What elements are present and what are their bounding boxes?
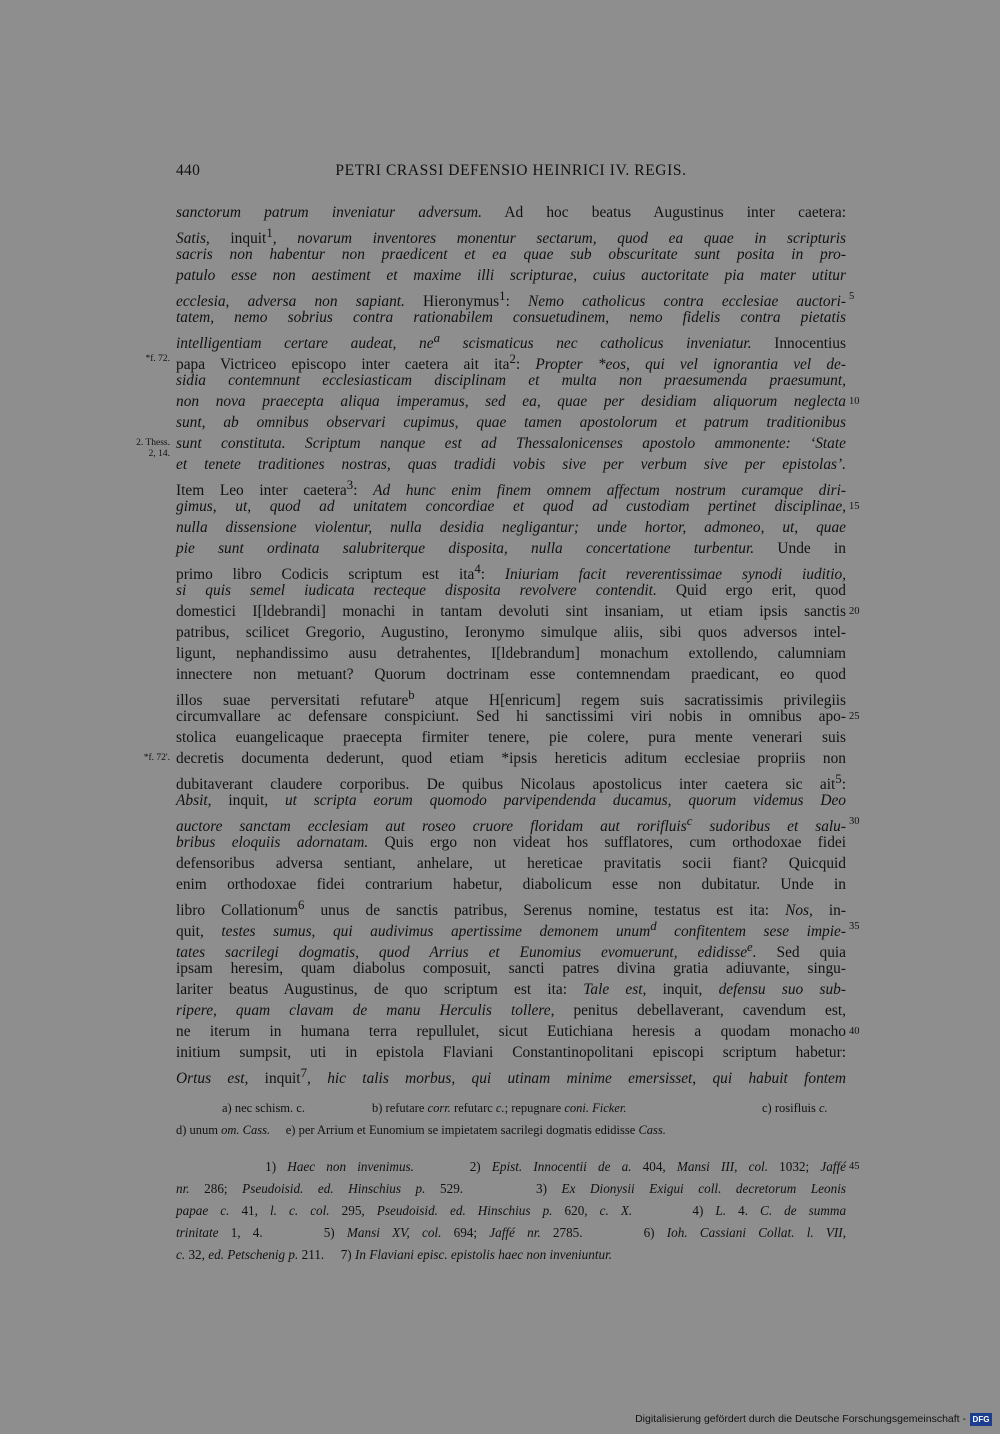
text-line: nulla dissensione violentur, nulla desidia negligantur; unde hortor, admoneo, ut, quae — [176, 519, 846, 536]
line-number: 45 — [849, 1161, 860, 1172]
text-line: patribus, scilicet Gregorio, Augustino, Ieronymo simulque aliis, sibi quos adversos intel- — [176, 624, 846, 641]
text-line: dubitaverant claudere corporibus. De quibus Nicolaus apostolicus inter caetera sic ait$^5$: — [176, 772, 846, 794]
text-line: innectere non metuant? Quorum doctrinam esse contemnendam praedicant, eo quod — [176, 666, 846, 683]
text-line: quit, testes sumus, qui audivimus apertissime demonem unum$^d$ confitentem sese impie- 35 — [176, 916, 846, 937]
text-line: intelligentiam certare audeat, $ne^a$ scismaticus nec catholicus inveniatur. Innocentius — [176, 331, 846, 353]
margin-reference: *f. 72'. — [143, 753, 170, 763]
text-line: pie sunt ordinata salubriterque disposita, nulla concertatione turbentur. Unde in — [176, 540, 846, 557]
line-number: 25 — [849, 711, 860, 722]
text-line: domestici I[ldebrandi] monachi in tantam devoluti sint insaniam, ut etiam ipsis sanctis 20 — [176, 603, 860, 620]
line-number: 15 — [849, 501, 860, 512]
line-number: 40 — [849, 1026, 860, 1037]
text-line: sunt, ab omnibus observari cupimus, quae tamen apostolorum et patrum traditionibus — [176, 414, 846, 431]
text-line: Satis, inquit$^1$, novarum inventores monentur sectarum, quod ea quae in scripturis — [176, 226, 846, 248]
text-line: bribus eloquiis adornatam. Quis ergo non videat hos sufflatores, cum orthodoxae fidei — [176, 834, 847, 851]
critical-apparatus — [176, 1097, 846, 1141]
text-line: tates sacrilegi dogmatis, quod Arrius et Eunomius evomuerunt, edidisse$^e$. Sed quia — [176, 940, 847, 962]
text-line: patulo esse non aestiment et maxime illi scripturae, cuius auctoritate pia mater utitur — [176, 267, 846, 284]
line-number: 30 — [849, 816, 860, 827]
running-title: PETRI CRASSI DEFENSIO HEINRICI IV. REGIS. — [335, 162, 687, 179]
text-line: gimus, ut, quod ad unitatem concordiae et quod ad custodiam pertinet disciplinae, 15 — [176, 498, 860, 515]
footer-bar — [0, 1400, 1000, 1434]
footnote-line: papae c. 41, l. c. col. 295, Pseudoisid. ed. Hinschius p. 620, c. X. 4) L. 4. C. de summa — [176, 1203, 847, 1218]
text-line: papa Victriceo episcopo inter caetera ait ita$^2$: Propter *eos, qui vel ignorantia vel de- *f. 72. — [176, 349, 846, 370]
footnotes — [176, 1156, 860, 1266]
text-line: primo libro Codicis scriptum est ita$^4$: Iniuriam facit reverentissimae synodi iuditio, — [176, 562, 847, 584]
text-line: non nova praecepta aliqua imperamus, sed ea, quae per desidiam aliquorum neglecta 10 — [176, 393, 860, 410]
text-line: illos suae perversitati refutare$^b$ atque H[enricum] regem suis sacratissimis privilegiis — [176, 688, 846, 710]
line-number: 20 — [849, 606, 860, 617]
text-line: auctore sanctam ecclesiam aut roseo cruore floridam aut rorifluis$^c$ sudoribus et salu- 30 — [176, 811, 846, 832]
text-line: Item Leo inter caetera$^3$: Ad hunc enim finem omnem affectum nostrum curamque diri- — [176, 478, 847, 500]
variant-line: a) nec schism. c. b) refutare corr. refutarc c.; repugnare coni. Ficker. c) rosifluis c. — [222, 1101, 828, 1115]
text-line: sidia contemnunt ecclesiasticam disciplinam et multa non praesumenda praesumunt, — [176, 372, 846, 389]
funding-notice: Digitalisierung gefördert durch die Deutsche Forschungsgemeinschaft - — [635, 1413, 966, 1425]
text-line: stolica euangelicaque praecepta firmiter tenere, pie colere, pura mente venerari suis — [176, 729, 846, 746]
text-line: circumvallare ac defensare conspiciunt. Sed hi sanctissimi viri nobis in omnibus apo- 25 — [176, 708, 860, 725]
line-number: 10 — [849, 396, 860, 407]
line-number: 35 — [849, 921, 860, 932]
text-line: defensoribus adversa sentiant, anhelare, ut hereticae pravitatis socii fiant? Quicquid — [176, 855, 846, 872]
text-line: libro Collationum$^6$ unus de sanctis patribus, Serenus nomine, testatus est ita: Nos, in- — [176, 898, 846, 920]
text-line: ripere, quam clavam de manu Herculis tollere, penitus debellaverant, cavendum est, — [176, 1002, 846, 1019]
line-number: 5 — [849, 291, 855, 302]
footnote-line: nr. 286; Pseudoisid. ed. Hinschius p. 529. 3) Ex Dionysii Exigui coll. decretorum Leonis — [176, 1181, 846, 1196]
text-line: ligunt, nephandissimo ausu detrahentes, I[ldebrandum] monachum extollendo, calumniam — [176, 645, 846, 662]
margin-reference: *f. 72. — [145, 354, 170, 364]
text-line: lariter beatus Augustinus, de quo scriptum est ita: Tale est, inquit, defensu suo sub- — [176, 981, 846, 998]
dfg-logo: DFG — [970, 1413, 992, 1426]
text-line: decretis documenta dederunt, quod etiam *ipsis hereticis aditum ecclesiae propriis non *f. 72'. — [143, 750, 846, 767]
text-line: tatem, nemo sobrius contra rationabilem consuetudinem, nemo fidelis contra pietatis — [176, 309, 846, 326]
text-line: enim orthodoxae fidei contrarium habetur, diabolicum esse non dubitatur. Unde in — [176, 876, 846, 893]
text-line: sacris non habentur non praedicent et ea quae sub obscuritate sunt posita in pro- — [176, 246, 846, 263]
text-line: Absit, inquit, ut scripta eorum quomodo parvipendenda ducamus, quorum videmus Deo — [176, 792, 846, 809]
footnote-line: 1) Haec non invenimus. 2) Epist. Innocentii de a. 404, Mansi III, col. 1032; Jaffé 45 — [176, 1156, 846, 1178]
text-line: si quis semel iudicata recteque disposita revolvere contendit. Quid ergo erit, quod — [176, 582, 846, 599]
text-line: et tenete traditiones nostras, quas tradidi vobis sive per verbum sive per epistolas’. — [176, 456, 846, 473]
footnote-line: trinitate 1, 4. 5) Mansi XV, col. 694; Jaffé nr. 2785. 6) Ioh. Cassiani Collat. l. VII, — [176, 1225, 846, 1240]
variant-line: d) unum om. Cass. e) per Arrium et Eunomium se impietatem sacrilegi dogmatis edidisse Cass. — [176, 1123, 666, 1137]
footnote-line: c. 32, ed. Petschenig p. 211. 7) In Flaviani episc. epistolis haec non inveniuntur. — [176, 1247, 613, 1262]
text-line: initium sumpsit, uti in epistola Flaviani Constantinopolitani episcopi scriptum habetur: — [176, 1044, 846, 1061]
main-text — [136, 202, 860, 1088]
text-line: Ortus est, inquit$^7$, hic talis morbus, qui utinam minime emersisset, qui habuit fontem — [176, 1066, 847, 1088]
text-line: ne iterum in humana terra repullulet, sicut Eutichiana heresis a quodam monacho 40 — [176, 1023, 860, 1040]
text-line: sunt constituta. Scriptum nanque est ad Thessalonicenses apostolo ammonente: ‘State 2. Thess. 2, 14. — [136, 435, 846, 459]
page-number: 440 — [176, 162, 201, 179]
text-line: sanctorum patrum inveniatur adversum. Ad hoc beatus Augustinus inter caetera: — [176, 204, 846, 221]
text-line: ipsam heresim, quam diabolus composuit, sancti patres divina gratia adiuvante, singu- — [176, 960, 846, 977]
margin-reference: 2. Thess. 2, 14. — [136, 438, 170, 459]
text-line: ecclesia, adversa non sapiant. Hieronymus$^1$: Nemo catholicus contra ecclesiae auctori- 5 — [176, 286, 846, 307]
